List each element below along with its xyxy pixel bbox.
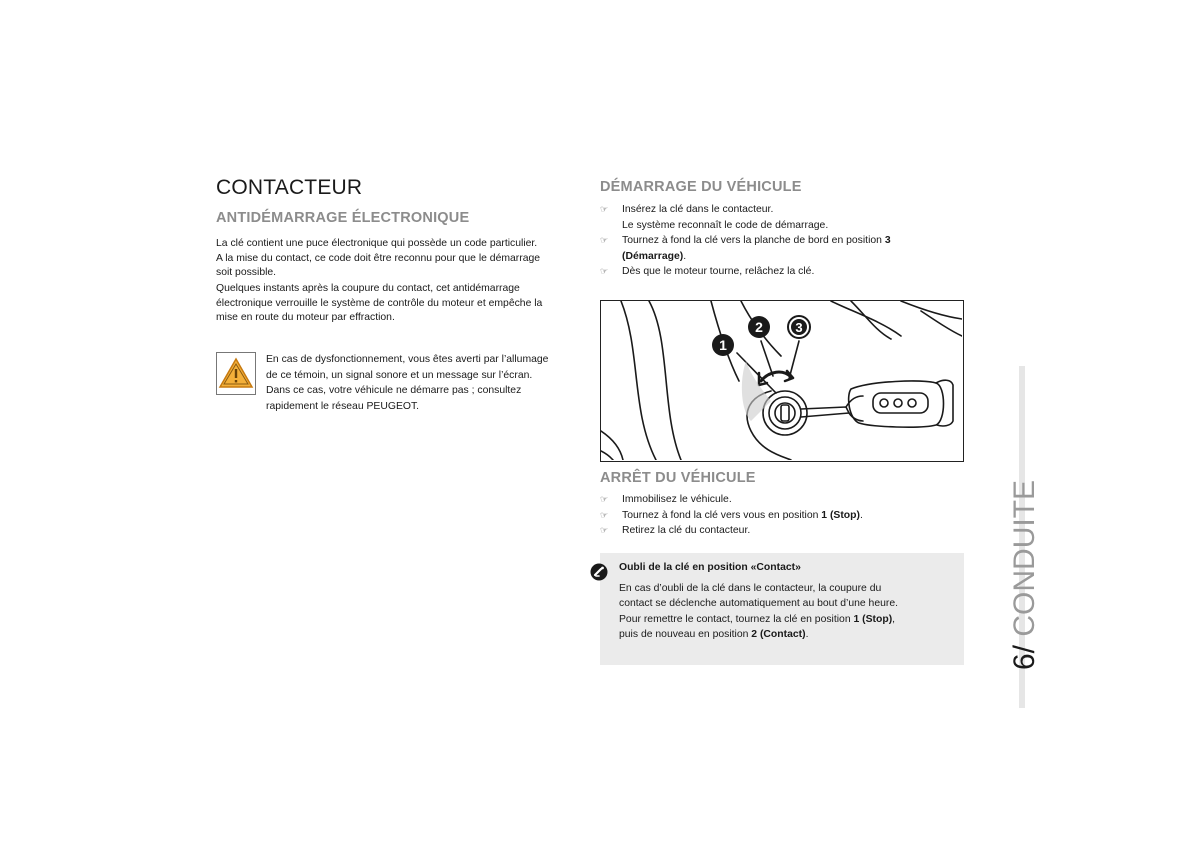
page-title: CONTACTEUR [216,176,363,199]
info-icon [590,563,608,581]
text-line: électronique verrouille le système de contrôle du moteur et empêche la [216,297,543,309]
position-number: 3 [884,235,891,246]
note-text: puis de nouveau en position [619,629,752,640]
list-item-text: Dès que le moteur tourne, relâchez la clé. [622,266,815,277]
list-item-text: Insérez la clé dans le contacteur. [622,204,774,215]
punctuation: . [683,250,687,262]
chapter-name: CONDUITE [1008,479,1041,645]
text-line: rapidement le réseau PEUGEOT. [266,400,420,412]
text-line: de ce témoin, un signal sonore et un message sur l’écran. [266,369,533,381]
pointing-hand-icon: ☞ [600,204,609,214]
list-item-text: Immobilisez le véhicule. [622,494,732,505]
list-item [600,233,960,264]
text-line: mise en route du moteur par effraction. [216,312,395,323]
punctuation: , [892,613,896,625]
text-line: soit possible. [216,267,277,278]
pointing-hand-icon: ☞ [600,494,609,504]
section-title-antidemarrage: ANTIDÉMARRAGE ÉLECTRONIQUE [216,210,470,226]
list-item-text: Tournez à fond la clé vers la planche de bord en position [622,235,885,246]
pointing-hand-icon: ☞ [600,509,609,520]
list-item [600,508,960,524]
warning-text [266,352,586,414]
text-line: En cas de dysfonctionnement, vous êtes averti par l’allumage [266,354,549,365]
note-line [619,627,959,643]
position-marker-2 [748,316,770,338]
list-item-text: Tournez à fond la clé vers vous en position [622,509,822,521]
warning-triangle-icon [216,352,256,395]
svg-text:3: 3 [795,320,803,335]
ignition-illustration [600,300,964,462]
list-item-text: Retirez la clé du contacteur. [622,525,751,536]
position-name: 1 (Stop) [853,613,893,625]
chapter-number: 6/ [1008,644,1041,670]
text-line: La clé contient une puce électronique qui possède un code particulier. [216,238,538,249]
pointing-hand-icon: ☞ [600,266,609,276]
svg-text:1: 1 [719,337,727,353]
list-item-sub [600,218,960,234]
paragraph-puce [216,237,586,281]
punctuation: . [805,629,809,640]
position-name: (Démarrage) [622,250,684,262]
list-item-text: Le système reconnaît le code de démarrage. [622,219,829,231]
list-item [600,492,960,508]
note-line [619,612,959,628]
pointing-hand-icon: ☞ [600,235,609,245]
list-item [600,523,960,539]
stop-steps-list [600,492,960,539]
start-steps-list [600,202,960,280]
punctuation: . [859,509,863,521]
text-line: Quelques instants après la coupure du contact, cet antidémarrage [216,283,520,294]
position-name: 2 (Contact) [751,629,806,640]
section-title-arret: ARRÊT DU VÉHICULE [600,470,756,486]
text-line: Dans ce cas, votre véhicule ne démarre pas ; consultez [266,385,522,396]
list-item [600,264,960,280]
list-item [600,202,960,218]
section-title-demarrage: DÉMARRAGE DU VÉHICULE [600,179,802,195]
text-line: A la mise du contact, ce code doit être reconnu pour que le démarrage [216,252,541,264]
note-title: Oubli de la clé en position «Contact» [619,562,801,573]
position-marker-3 [788,316,810,338]
note-line: contact se déclenche automatiquement au bout d’une heure. [619,598,899,609]
note-content [619,560,959,643]
position-marker-1 [712,334,734,356]
pointing-hand-icon: ☞ [600,525,609,535]
note-text: Pour remettre le contact, tournez la clé en position [619,613,854,625]
position-name: 1 (Stop) [821,509,860,521]
svg-text:2: 2 [755,319,763,335]
note-line: En cas d’oubli de la clé dans le contacteur, la coupure du [619,582,882,594]
paragraph-coupure [216,282,586,326]
chapter-label [963,479,1041,680]
